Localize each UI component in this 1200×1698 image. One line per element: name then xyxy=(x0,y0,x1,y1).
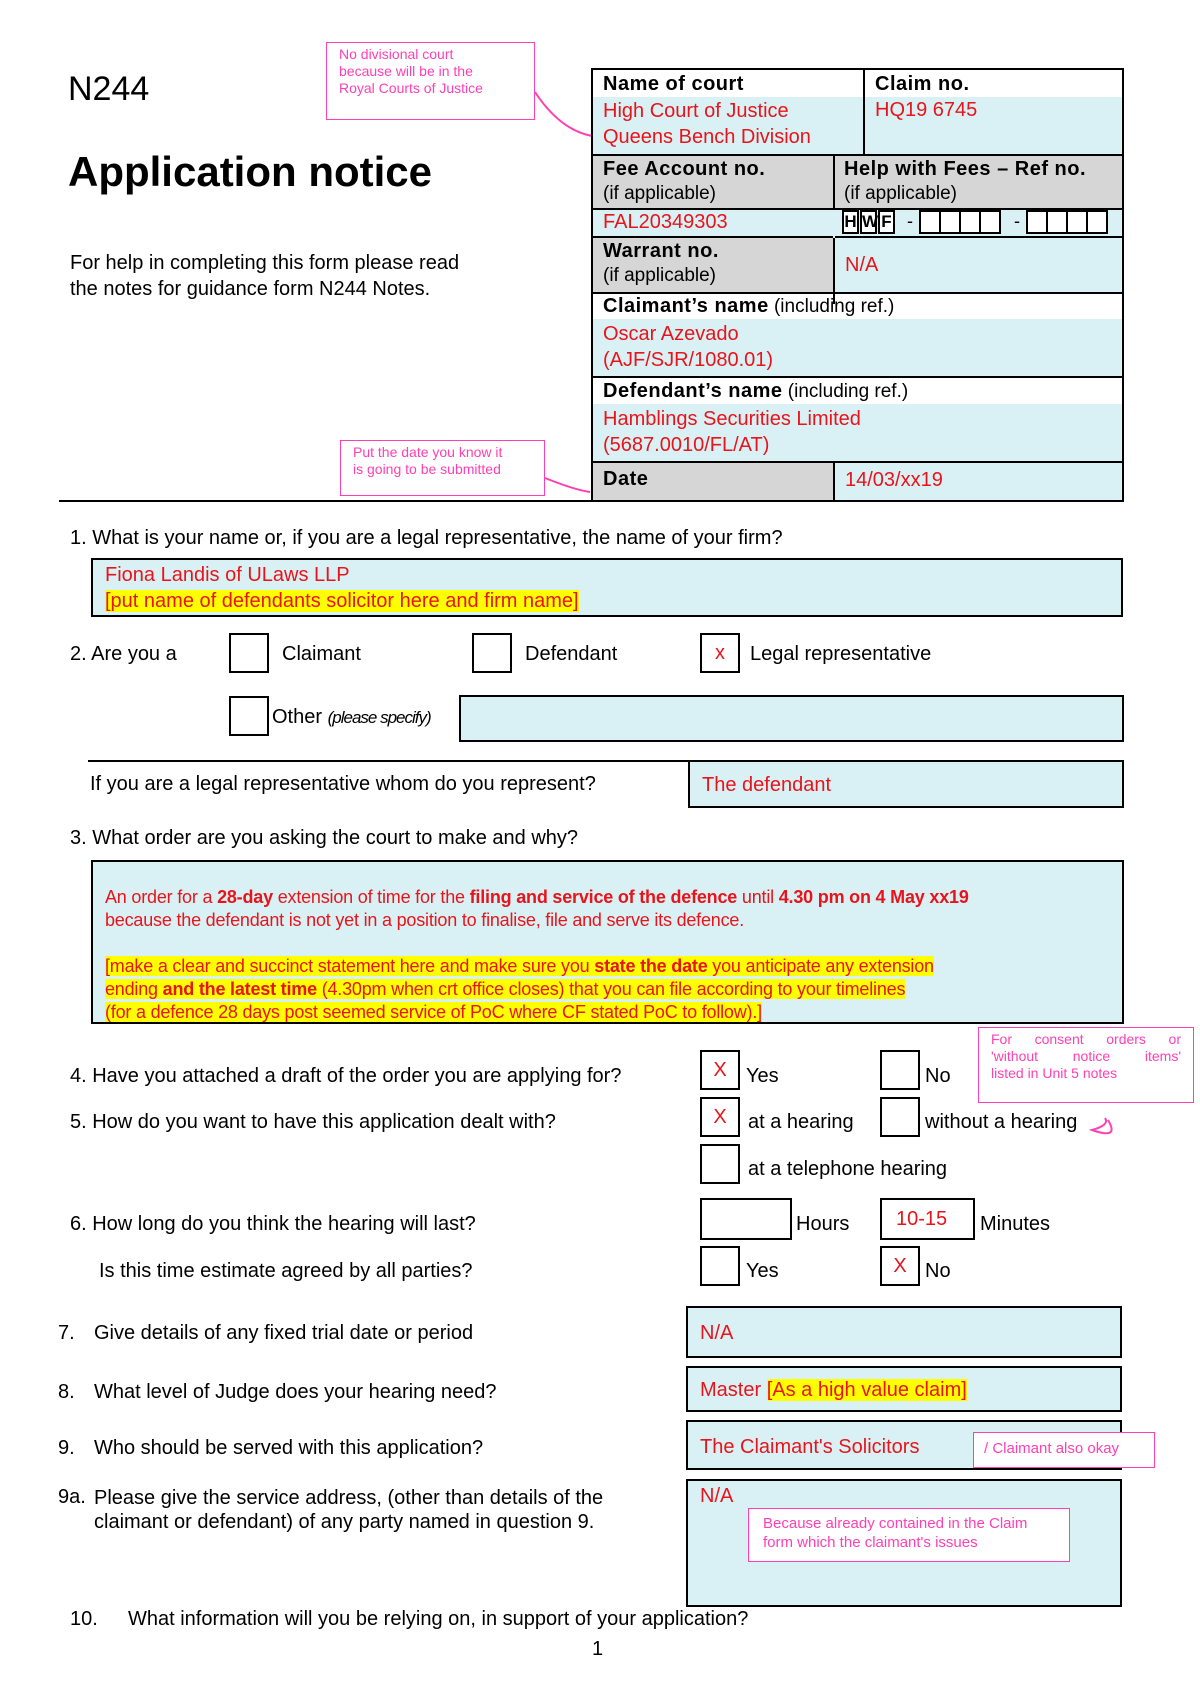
claimant-value: Oscar Azevado (AJF/SJR/1080.01) xyxy=(603,323,774,371)
defendant-checkbox[interactable] xyxy=(472,633,512,673)
q3-label: 3. What order are you asking the court to make and why? xyxy=(70,827,579,849)
q7-label: Give details of any fixed trial date or period xyxy=(94,1322,474,1344)
agreed-no-label: No xyxy=(925,1260,951,1282)
telephone-hearing-checkbox[interactable] xyxy=(700,1144,740,1184)
note-divisional-court: No divisional court because will be in the Royal Courts of Justice xyxy=(326,42,535,120)
q9a-number: 9a. xyxy=(58,1486,86,1508)
form-code: N244 xyxy=(68,70,150,108)
note-date: Put the date you know it is going to be submitted xyxy=(340,440,545,496)
at-hearing-label: at a hearing xyxy=(748,1111,854,1133)
warrant-label: Warrant no. xyxy=(603,240,719,262)
draft-yes-checkbox[interactable]: X xyxy=(700,1050,740,1090)
q5-label: 5. How do you want to have this application dealt with? xyxy=(70,1111,556,1133)
q10-label: What information will you be relying on, in support of your application? xyxy=(128,1608,749,1630)
q2-label: 2. Are you a xyxy=(70,643,177,665)
q6-label: 6. How long do you think the hearing will last? xyxy=(70,1213,476,1235)
draft-no-checkbox[interactable] xyxy=(880,1050,920,1090)
note-claimant-okay: / Claimant also okay xyxy=(973,1432,1155,1468)
date-label: Date xyxy=(603,468,649,490)
q10-number: 10. xyxy=(70,1608,98,1630)
other-checkbox[interactable] xyxy=(229,696,269,736)
other-specify-field[interactable] xyxy=(459,695,1124,742)
agreed-yes-label: Yes xyxy=(746,1260,779,1282)
page-title: Application notice xyxy=(68,148,433,195)
fee-value: FAL20349303 xyxy=(603,211,728,233)
hwf-sub: (if applicable) xyxy=(844,183,957,204)
q9-number: 9. xyxy=(58,1437,75,1459)
warrant-value: N/A xyxy=(845,254,879,276)
without-hearing-checkbox[interactable] xyxy=(880,1097,920,1137)
warrant-sub: (if applicable) xyxy=(603,265,716,286)
q9a-field[interactable]: N/A xyxy=(686,1479,1122,1607)
q8-number: 8. xyxy=(58,1381,75,1403)
claim-value: HQ19 6745 xyxy=(875,99,978,121)
claimant-label: Claimant’s name (including ref.) xyxy=(603,295,895,317)
without-hearing-label: without a hearing xyxy=(925,1111,1078,1133)
claimant-option-label: Claimant xyxy=(282,643,361,665)
q1-hint: [put name of defendants solicitor here and firm name] xyxy=(105,590,579,612)
minutes-label: Minutes xyxy=(980,1213,1051,1235)
q7-field[interactable]: N/A xyxy=(686,1306,1122,1358)
page-number: 1 xyxy=(592,1638,604,1660)
agreed-yes-checkbox[interactable] xyxy=(700,1246,740,1286)
q3-field[interactable]: An order for a 28-day extension of time for the filing and service of the defence until 4.30 pm on 4 May xx19 because the defendant is not yet in a position to finalise, file and serve its defence. [make a clear and succinct statement here and make sure you state the date you anticipate any extension ending and the latest time (4.30pm when crt office closes) that you can file according to your timelines (for a defence 28 days post seemed service of PoC where CF stated PoC to follow).] xyxy=(91,860,1124,1024)
header-divider xyxy=(59,500,1124,502)
agreed-no-checkbox[interactable]: X xyxy=(880,1246,920,1286)
minutes-field[interactable]: 10-15 xyxy=(880,1198,975,1240)
note-claim-form: Because already contained in the Claim form which the claimant's issues xyxy=(748,1508,1070,1562)
header-table xyxy=(591,68,1124,501)
represent-field[interactable]: The defendant xyxy=(688,760,1124,808)
q9-field[interactable]: The Claimant's Solicitors xyxy=(686,1420,1122,1470)
q4-label: 4. Have you attached a draft of the order you are applying for? xyxy=(70,1065,622,1087)
other-option-label: Other (please specify) xyxy=(272,706,431,728)
draft-no-label: No xyxy=(925,1065,951,1087)
telephone-hearing-label: at a telephone hearing xyxy=(748,1158,948,1180)
q8-field[interactable]: Master [As a high value claim] xyxy=(686,1366,1122,1412)
court-value: High Court of Justice Queens Bench Division xyxy=(603,100,811,148)
hwf-label: Help with Fees – Ref no. xyxy=(844,158,1087,180)
claim-label: Claim no. xyxy=(875,73,970,95)
claimant-checkbox[interactable] xyxy=(229,633,269,673)
help-text: For help in completing this form please read the notes for guidance form N244 Notes. xyxy=(70,252,460,300)
legal-rep-checkbox[interactable]: x xyxy=(700,633,740,673)
draft-yes-label: Yes xyxy=(746,1065,779,1087)
defendant-option-label: Defendant xyxy=(525,643,618,665)
fee-label: Fee Account no. xyxy=(603,158,766,180)
q8-label: What level of Judge does your hearing need? xyxy=(94,1381,497,1403)
date-value: 14/03/xx19 xyxy=(845,469,943,491)
q6-agreed-label: Is this time estimate agreed by all parties? xyxy=(99,1260,473,1282)
q1-label: 1. What is your name or, if you are a legal representative, the name of your firm? xyxy=(70,527,783,549)
court-label: Name of court xyxy=(603,73,744,95)
q7-number: 7. xyxy=(58,1322,75,1344)
q9a-label: Please give the service address, (other than details of the claimant or defendant) of any party named in question 9. xyxy=(94,1487,604,1533)
q1-field[interactable]: Fiona Landis of ULaws LLP [put name of defendants solicitor here and firm name] xyxy=(91,558,1123,617)
hours-field[interactable] xyxy=(700,1198,792,1240)
represent-label: If you are a legal representative whom do you represent? xyxy=(90,773,596,795)
defendant-value: Hamblings Securities Limited (5687.0010/FL/AT) xyxy=(603,408,861,456)
hwf-ref-boxes[interactable]: H W F - - xyxy=(842,210,1106,234)
hours-label: Hours xyxy=(796,1213,850,1235)
note-consent-orders: For consent orders or 'without notice items' listed in Unit 5 notes xyxy=(978,1027,1194,1103)
legal-rep-option-label: Legal representative xyxy=(750,643,932,665)
fee-sub: (if applicable) xyxy=(603,183,716,204)
at-hearing-checkbox[interactable]: X xyxy=(700,1097,740,1137)
q9-label: Who should be served with this application? xyxy=(94,1437,484,1459)
defendant-label: Defendant’s name (including ref.) xyxy=(603,380,909,402)
